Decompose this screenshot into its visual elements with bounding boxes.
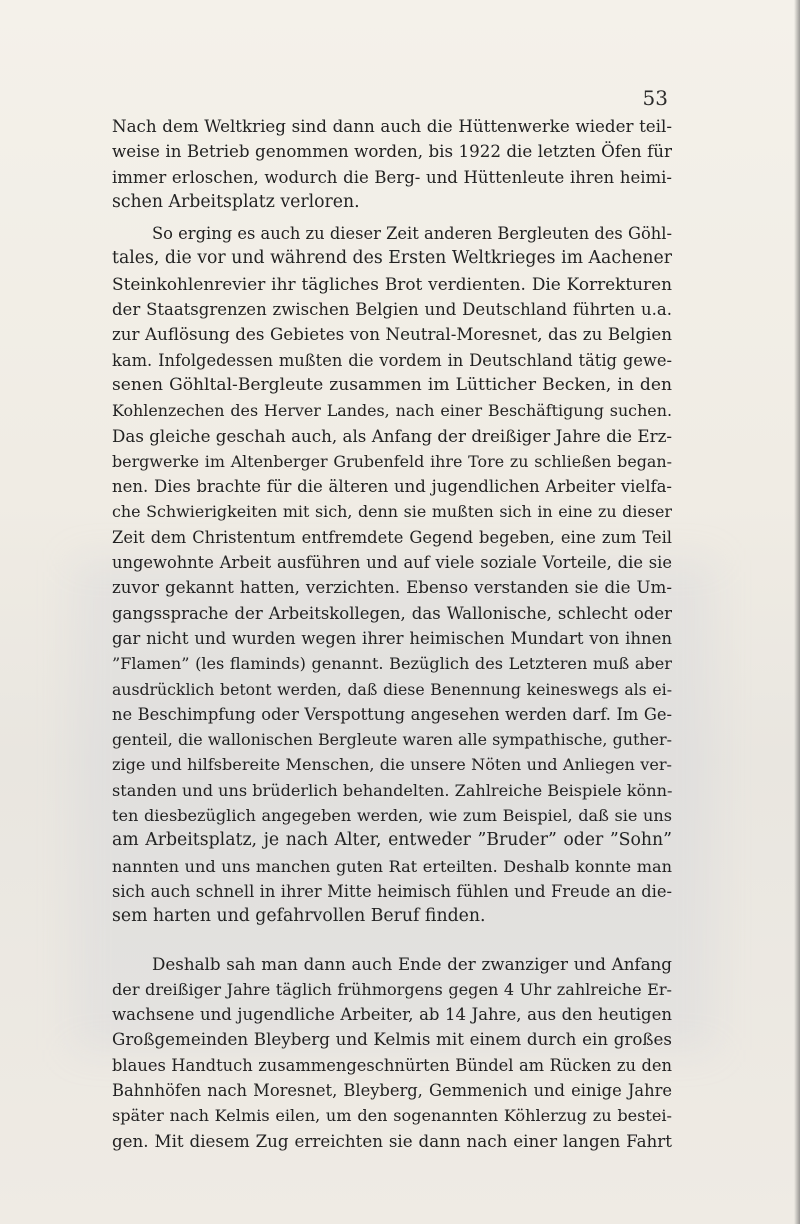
- text-line: ten diesbezüglich angegeben werden, wie zum Beispiel, daß sie uns: [112, 806, 672, 826]
- page-number: 53: [642, 86, 668, 110]
- text-line: schen Arbeitsplatz verloren.: [112, 191, 360, 212]
- text-line: der dreißiger Jahre täglich frühmorgens gegen 4 Uhr zahlreiche Er-: [112, 979, 672, 999]
- page-edge: [794, 0, 800, 1224]
- paragraph: [112, 221, 672, 929]
- text-line: gangssprache der Arbeitskollegen, das Wallonische, schlecht oder: [112, 603, 672, 623]
- text-line: gen. Mit diesem Zug erreichten sie dann nach einer langen Fahrt: [112, 1130, 672, 1151]
- text-line: Deshalb sah man dann auch Ende der zwanziger und Anfang: [152, 953, 672, 974]
- text-line: bergwerke im Altenberger Grubenfeld ihre Tore zu schließen began-: [112, 451, 672, 471]
- text-line: So erging es auch zu dieser Zeit anderen Bergleuten des Göhl-: [152, 224, 672, 244]
- paragraph: [112, 952, 672, 1154]
- text-line: der Staatsgrenzen zwischen Belgien und Deutschland führten u.a.: [112, 300, 672, 320]
- text-line: weise in Betrieb genommen worden, bis 1922 die letzten Öfen für: [112, 141, 672, 162]
- text-line: ne Beschimpfung oder Verspottung angesehen werden darf. Im Ge-: [112, 704, 672, 724]
- text-line: später nach Kelmis eilen, um den sogenannten Köhlerzug zu bestei-: [112, 1106, 672, 1126]
- text-line: sem harten und gefahrvollen Beruf finden.: [112, 906, 486, 927]
- text-line: blaues Handtuch zusammengeschnürten Bündel am Rücken zu den: [112, 1055, 672, 1075]
- text-line: ungewohnte Arbeit ausführen und auf viele soziale Vorteile, die sie: [112, 553, 672, 573]
- text-line: Zeit dem Christentum entfremdete Gegend begeben, eine zum Teil: [112, 527, 672, 547]
- text-line: Bahnhöfen nach Moresnet, Bleyberg, Gemmenich und einige Jahre: [112, 1080, 672, 1100]
- text-line: Steinkohlenrevier ihr tägliches Brot verdienten. Die Korrekturen: [112, 273, 672, 294]
- text-line: sich auch schnell in ihrer Mitte heimisch fühlen und Freude an die-: [112, 881, 672, 901]
- text-line: immer erloschen, wodurch die Berg- und Hüttenleute ihren heimi-: [112, 167, 672, 187]
- paragraph: [112, 114, 672, 215]
- text-line: ”Flamen” (les flaminds) genannt. Bezüglich des Letzteren muß aber: [112, 654, 672, 674]
- text-line: am Arbeitsplatz, je nach Alter, entweder ”Bruder” oder ”Sohn”: [112, 830, 672, 851]
- text-line: tales, die vor und während des Ersten Weltkrieges im Aachener: [112, 248, 672, 269]
- text-line: ausdrücklich betont werden, daß diese Benennung keineswegs als ei-: [112, 679, 672, 699]
- text-line: kam. Infolgedessen mußten die vordem in Deutschland tätig gewe-: [112, 350, 672, 370]
- text-line: che Schwierigkeiten mit sich, denn sie mußten sich in eine zu dieser: [112, 502, 672, 522]
- text-line: wachsene und jugendliche Arbeiter, ab 14 Jahre, aus den heutigen: [112, 1005, 672, 1025]
- paragraph-gap: [112, 930, 672, 952]
- text-line: standen und uns brüderlich behandelten. Zahlreiche Beispiele könn-: [112, 780, 672, 800]
- text-line: Großgemeinden Bleyberg und Kelmis mit einem durch ein großes: [112, 1029, 672, 1050]
- body-text: [112, 114, 672, 1154]
- text-line: gar nicht und wurden wegen ihrer heimischen Mundart von ihnen: [112, 628, 672, 648]
- text-line: nen. Dies brachte für die älteren und jugendlichen Arbeiter vielfa-: [112, 477, 672, 497]
- text-line: genteil, die wallonischen Bergleute waren alle sympathische, guther-: [112, 730, 672, 750]
- text-line: Das gleiche geschah auch, als Anfang der dreißiger Jahre die Erz-: [112, 425, 672, 446]
- text-line: nannten und uns manchen guten Rat erteilten. Deshalb konnte man: [112, 856, 672, 876]
- text-line: Nach dem Weltkrieg sind dann auch die Hüttenwerke wieder teil-: [112, 116, 672, 136]
- text-line: senen Göhltal-Bergleute zusammen im Lütticher Becken, in den: [112, 374, 672, 395]
- text-line: zur Auflösung des Gebietes von Neutral-Moresnet, das zu Belgien: [112, 324, 672, 345]
- text-line: zige und hilfsbereite Menschen, die unsere Nöten und Anliegen ver-: [112, 755, 672, 775]
- text-line: Kohlenzechen des Herver Landes, nach einer Beschäftigung suchen.: [112, 401, 672, 421]
- text-line: zuvor gekannt hatten, verzichten. Ebenso verstanden sie die Um-: [112, 577, 672, 598]
